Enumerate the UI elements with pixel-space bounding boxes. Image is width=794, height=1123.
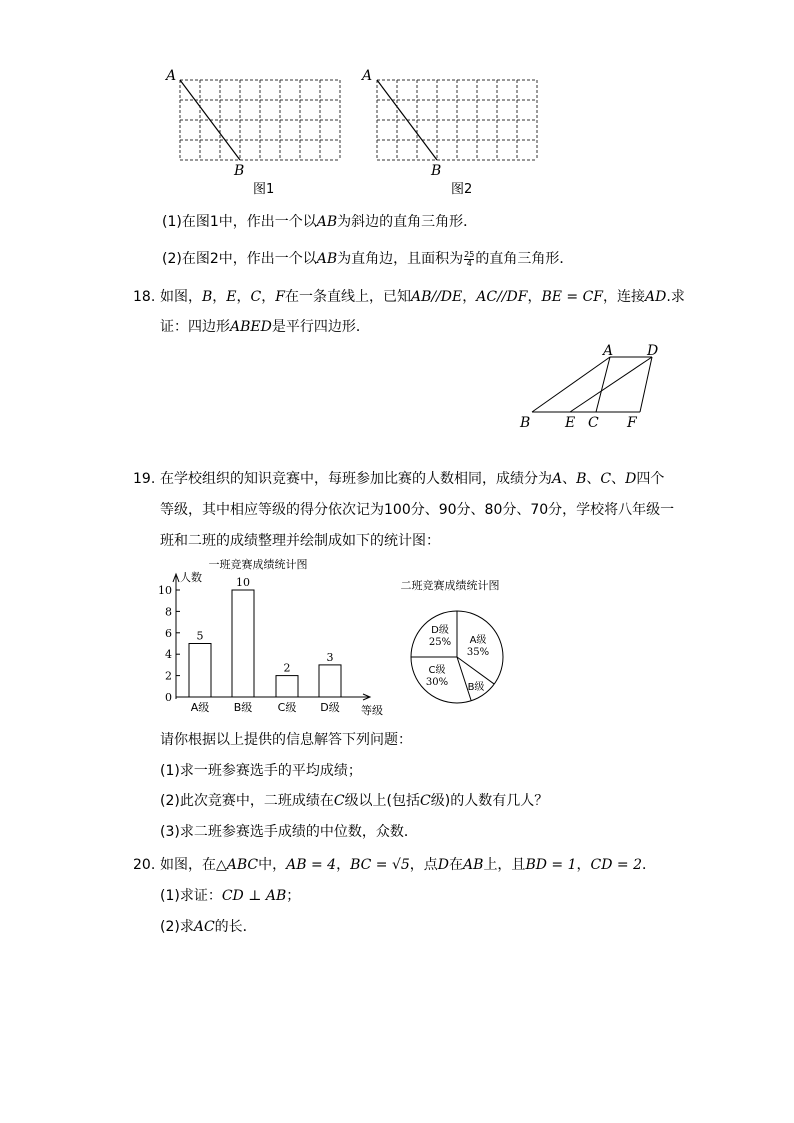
y-tick-label: 6 bbox=[165, 626, 172, 640]
bar-value-label: 3 bbox=[326, 650, 334, 664]
y-tick-label: 10 bbox=[158, 584, 172, 597]
text-run: ． bbox=[641, 857, 656, 873]
text-run: ， bbox=[462, 289, 477, 305]
text-run: ， bbox=[236, 289, 251, 305]
math-run: C bbox=[420, 793, 431, 809]
pie-slice-label-C级: C级 bbox=[428, 665, 446, 676]
math-run: A bbox=[552, 471, 563, 487]
y-tick-label: 8 bbox=[165, 605, 172, 619]
x-axis-label: 等级 bbox=[361, 704, 383, 717]
text-run: 在学校组织的知识竞赛中，每班参加比赛的人数相同，成绩分为 bbox=[160, 471, 552, 487]
fig18-label-d: D bbox=[647, 343, 659, 359]
text-run: 如图，在 bbox=[160, 857, 216, 873]
text-run: 在一条直线上，已知 bbox=[284, 289, 411, 305]
text-run: .求 bbox=[666, 289, 685, 305]
q19-number: 19. bbox=[133, 471, 156, 487]
bar-value-label: 10 bbox=[236, 576, 250, 589]
fig18-label-c: C bbox=[588, 415, 599, 431]
math-run: B bbox=[202, 289, 213, 305]
y-tick-label: 2 bbox=[165, 669, 172, 683]
pie-slice-percent: 30% bbox=[425, 677, 449, 688]
bar-chart-title: 一班竞赛成绩统计图 bbox=[208, 558, 308, 571]
text-run: ， bbox=[576, 857, 591, 873]
math-run: BE = CF bbox=[541, 289, 604, 305]
math-run: AB = 4 bbox=[286, 857, 337, 873]
grid2-label-b: B bbox=[431, 163, 442, 179]
text-run: 上，且 bbox=[483, 857, 526, 873]
math-run: AC//DF bbox=[476, 289, 528, 305]
pie-slice-percent: 25% bbox=[428, 637, 452, 648]
math-run: CD ⊥ AB bbox=[221, 888, 287, 904]
bar-category-label: A级 bbox=[190, 701, 210, 714]
text-run: 如图， bbox=[160, 289, 202, 305]
text-run: ， bbox=[261, 289, 276, 305]
grid1-label-a: A bbox=[166, 68, 177, 84]
text-run: ； bbox=[286, 888, 301, 904]
text-run: 级以上(包括 bbox=[344, 793, 421, 809]
text-run: 级)的人数有几人？ bbox=[430, 793, 549, 809]
fig18-label-b: B bbox=[520, 415, 531, 431]
math-run: AD bbox=[645, 289, 667, 305]
fraction-25-4: $\frac{25}{4}$ bbox=[464, 249, 475, 268]
text-run: 的长． bbox=[214, 919, 257, 935]
grid2-label-a: A bbox=[362, 68, 373, 84]
q19-line2: 等级，其中相应等级的得分依次记为100分、90分、80分、70分，学校将八年级一 bbox=[160, 502, 675, 518]
math-run: AC bbox=[193, 919, 215, 935]
fig18-label-f: F bbox=[627, 415, 637, 431]
text-run: 在 bbox=[449, 857, 464, 873]
text-run: 、 bbox=[586, 471, 601, 487]
q20-line1 bbox=[160, 856, 656, 874]
math-run: D bbox=[625, 471, 637, 487]
math-run: △ABC bbox=[216, 857, 259, 873]
math-run: F bbox=[275, 289, 285, 305]
q17-part1: (1)在图1中，作出一个以AB为斜边的直角三角形． bbox=[162, 214, 478, 230]
q19-line3: 班和二班的成绩整理并绘制成如下的统计图： bbox=[160, 533, 440, 549]
q19-part2 bbox=[160, 792, 548, 810]
q20-part2 bbox=[160, 918, 257, 936]
math-run: AB//DE bbox=[410, 289, 463, 305]
math-run: C bbox=[600, 471, 612, 487]
math-run: C bbox=[250, 289, 262, 305]
fig18-label-e: E bbox=[565, 415, 576, 431]
y-axis-label: 人数 bbox=[180, 571, 202, 584]
q19-part3: (3)求二班参赛选手成绩的中位数，众数． bbox=[160, 824, 418, 840]
pie-slice-label-A级: A级 bbox=[469, 635, 487, 646]
y-tick-label: 0 bbox=[165, 691, 172, 704]
pie-slice-label-D级: D级 bbox=[431, 625, 449, 636]
bar-category-label: D级 bbox=[320, 701, 340, 714]
q17-part2: (2)在图2中，作出一个以AB为直角边，且面积为 $\frac{25}{4}$ 的直角三角形． bbox=[162, 249, 574, 268]
q20-part1 bbox=[160, 887, 300, 905]
math-run: B bbox=[576, 471, 587, 487]
bar-category-label: B级 bbox=[233, 701, 253, 714]
math-run: CD = 2 bbox=[590, 857, 642, 873]
math-run: BD = 1 bbox=[525, 857, 577, 873]
q20-number: 20. bbox=[133, 857, 156, 873]
fig18-label-a: A bbox=[603, 343, 614, 359]
math-run: BC = √5 bbox=[350, 857, 410, 873]
bar-category-label: C级 bbox=[277, 701, 297, 714]
text-run: ，连接 bbox=[603, 289, 646, 305]
text-run: ，点 bbox=[409, 857, 438, 873]
text-run: 四个 bbox=[636, 471, 665, 487]
pie-slice-label-B级: B级 bbox=[467, 682, 485, 693]
text-run: 中， bbox=[258, 857, 287, 873]
y-tick-label: 4 bbox=[165, 648, 172, 662]
text-run: ， bbox=[336, 857, 351, 873]
pie-chart-title: 二班竞赛成绩统计图 bbox=[400, 579, 500, 592]
text-run: 、 bbox=[611, 471, 626, 487]
bar-value-label: 5 bbox=[196, 629, 204, 643]
q18-number: 18. bbox=[133, 289, 156, 305]
text-run: 是平行四边形． bbox=[271, 319, 370, 335]
math-run: C bbox=[333, 793, 345, 809]
bar-value-label: 2 bbox=[283, 661, 291, 675]
q19-part1: (1)求一班参赛选手的平均成绩； bbox=[160, 763, 362, 779]
grid1-label-b: B bbox=[234, 163, 245, 179]
text-run: (2)此次竞赛中，二班成绩在 bbox=[160, 793, 334, 809]
text-run: 证：四边形 bbox=[160, 319, 230, 335]
text-run: (1)求证： bbox=[160, 888, 222, 904]
math-run: AB bbox=[463, 857, 484, 873]
fig1-caption: 图1 bbox=[253, 182, 275, 197]
pie-slice-percent: 35% bbox=[466, 647, 490, 658]
text-run: ， bbox=[527, 289, 542, 305]
text-run: (2)求 bbox=[160, 919, 194, 935]
math-run: E bbox=[226, 289, 237, 305]
text-run: ， bbox=[212, 289, 227, 305]
text-run: 、 bbox=[562, 471, 577, 487]
math-run: ABED bbox=[230, 319, 272, 335]
fig2-caption: 图2 bbox=[451, 182, 473, 197]
q19-prompt: 请你根据以上提供的信息解答下列问题： bbox=[160, 732, 412, 748]
math-run: D bbox=[437, 857, 450, 873]
